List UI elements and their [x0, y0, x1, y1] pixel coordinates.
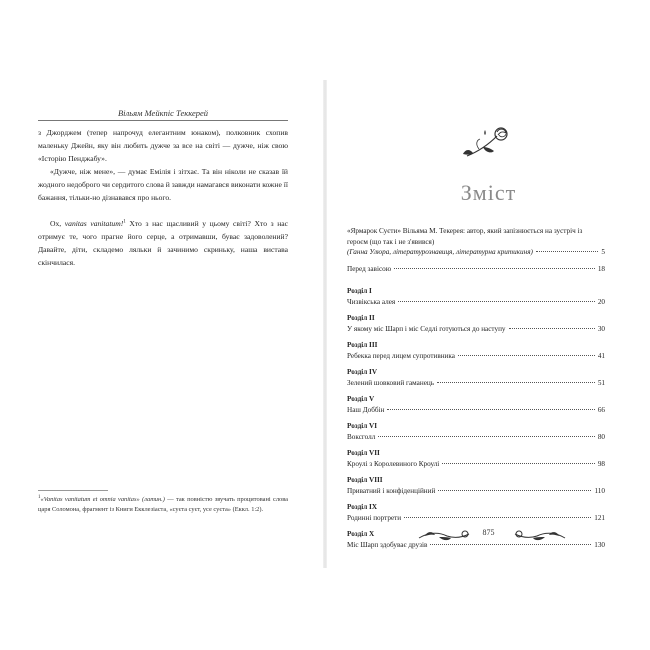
toc-entry: Родинні портрети 121 [347, 513, 605, 522]
section-label: Розділ IV [347, 368, 378, 376]
toc-entry: У якому міс Шарп і міс Седлі готуються до наступу 30 [347, 324, 605, 333]
toc-entry-before-curtain: Перед завісою 18 [347, 264, 605, 273]
toc-entry: Кроулі з Королевиного Кроулі 98 [347, 459, 605, 468]
paragraph-3: Ох, vanitas vanitatum!$^1$ Хто з нас щасливий у цьому світі? Хто з нас отримує те, чого прагне його серце, а отримавши, буває задоволений? Давайте, діти, складемо ляльки й зачинимо скриньку, наша вистава скінчилася. [38, 219, 289, 267]
toc-entry: Чизвікська алея 20 [347, 297, 605, 306]
section-label: Розділ V [347, 395, 375, 403]
section-label: Розділ VIII [347, 476, 383, 484]
page-number: 875 [482, 528, 495, 537]
section-label: Розділ I [347, 287, 372, 295]
section-label: Розділ IX [347, 503, 378, 511]
rose-ornament-icon [459, 122, 519, 162]
toc-entry: Приватний і конфіденційний 110 [347, 486, 605, 495]
toc-title: Зміст [460, 180, 517, 205]
toc-entry: Зелений шовковий гаманець 51 [347, 378, 605, 387]
section-label: Розділ III [347, 341, 378, 349]
paragraph-2: «Дужче, ніж мене», — думає Емілія і зітхає. Та він ніколи не сказав їй жодного недоброго чи сердитого слова й завжди намагався виконати кожне її бажання, тільки-но дізнавався про нього. [38, 167, 288, 202]
right-page [327, 80, 650, 568]
toc-entry: Воксголл 80 [347, 432, 605, 441]
running-head: Вільям Мейкпіс Теккерей [117, 108, 209, 118]
footnote: $^1$«Vanitas vanitatum et omnia vanitas» (латин.) — так повністю звучать процитовані слова царя Соломона, фрагмент із Книги Екклезіаста, «суєта суєт, усе суєта» (Еккл. 1:2). [38, 494, 288, 513]
section-label: Розділ II [347, 314, 375, 322]
toc-entry: Ребекка перед лицем супротивника 41 [347, 351, 605, 360]
header-rule [38, 120, 288, 121]
section-label: Розділ VI [347, 422, 378, 430]
table-of-contents [347, 226, 605, 550]
section-label: Розділ VII [347, 449, 380, 457]
left-page [0, 80, 323, 568]
footnote-rule [38, 490, 108, 491]
body-text [38, 126, 288, 269]
section-label: Розділ X [347, 530, 375, 538]
paragraph-1: з Джорджем (тепер напрочуд елегантним юнаком), полковник схопив маленьку Джейн, яку він любить дужче за все на світі — дужче, ніж свою «Історію Пенджабу». [38, 128, 288, 163]
toc-entry: Міс Шарп здобуває друзів 130 [347, 540, 605, 549]
toc-intro-entry: «Ярмарок Суєти» Вільяма М. Текерея: автор, який запізнюється на зустріч із героєм (що так і не з'явився) (Ганна Улюра, літературознавиця, літературна критикиня) 5 [347, 227, 605, 256]
toc-entry: Наш Доббін 66 [347, 405, 605, 414]
